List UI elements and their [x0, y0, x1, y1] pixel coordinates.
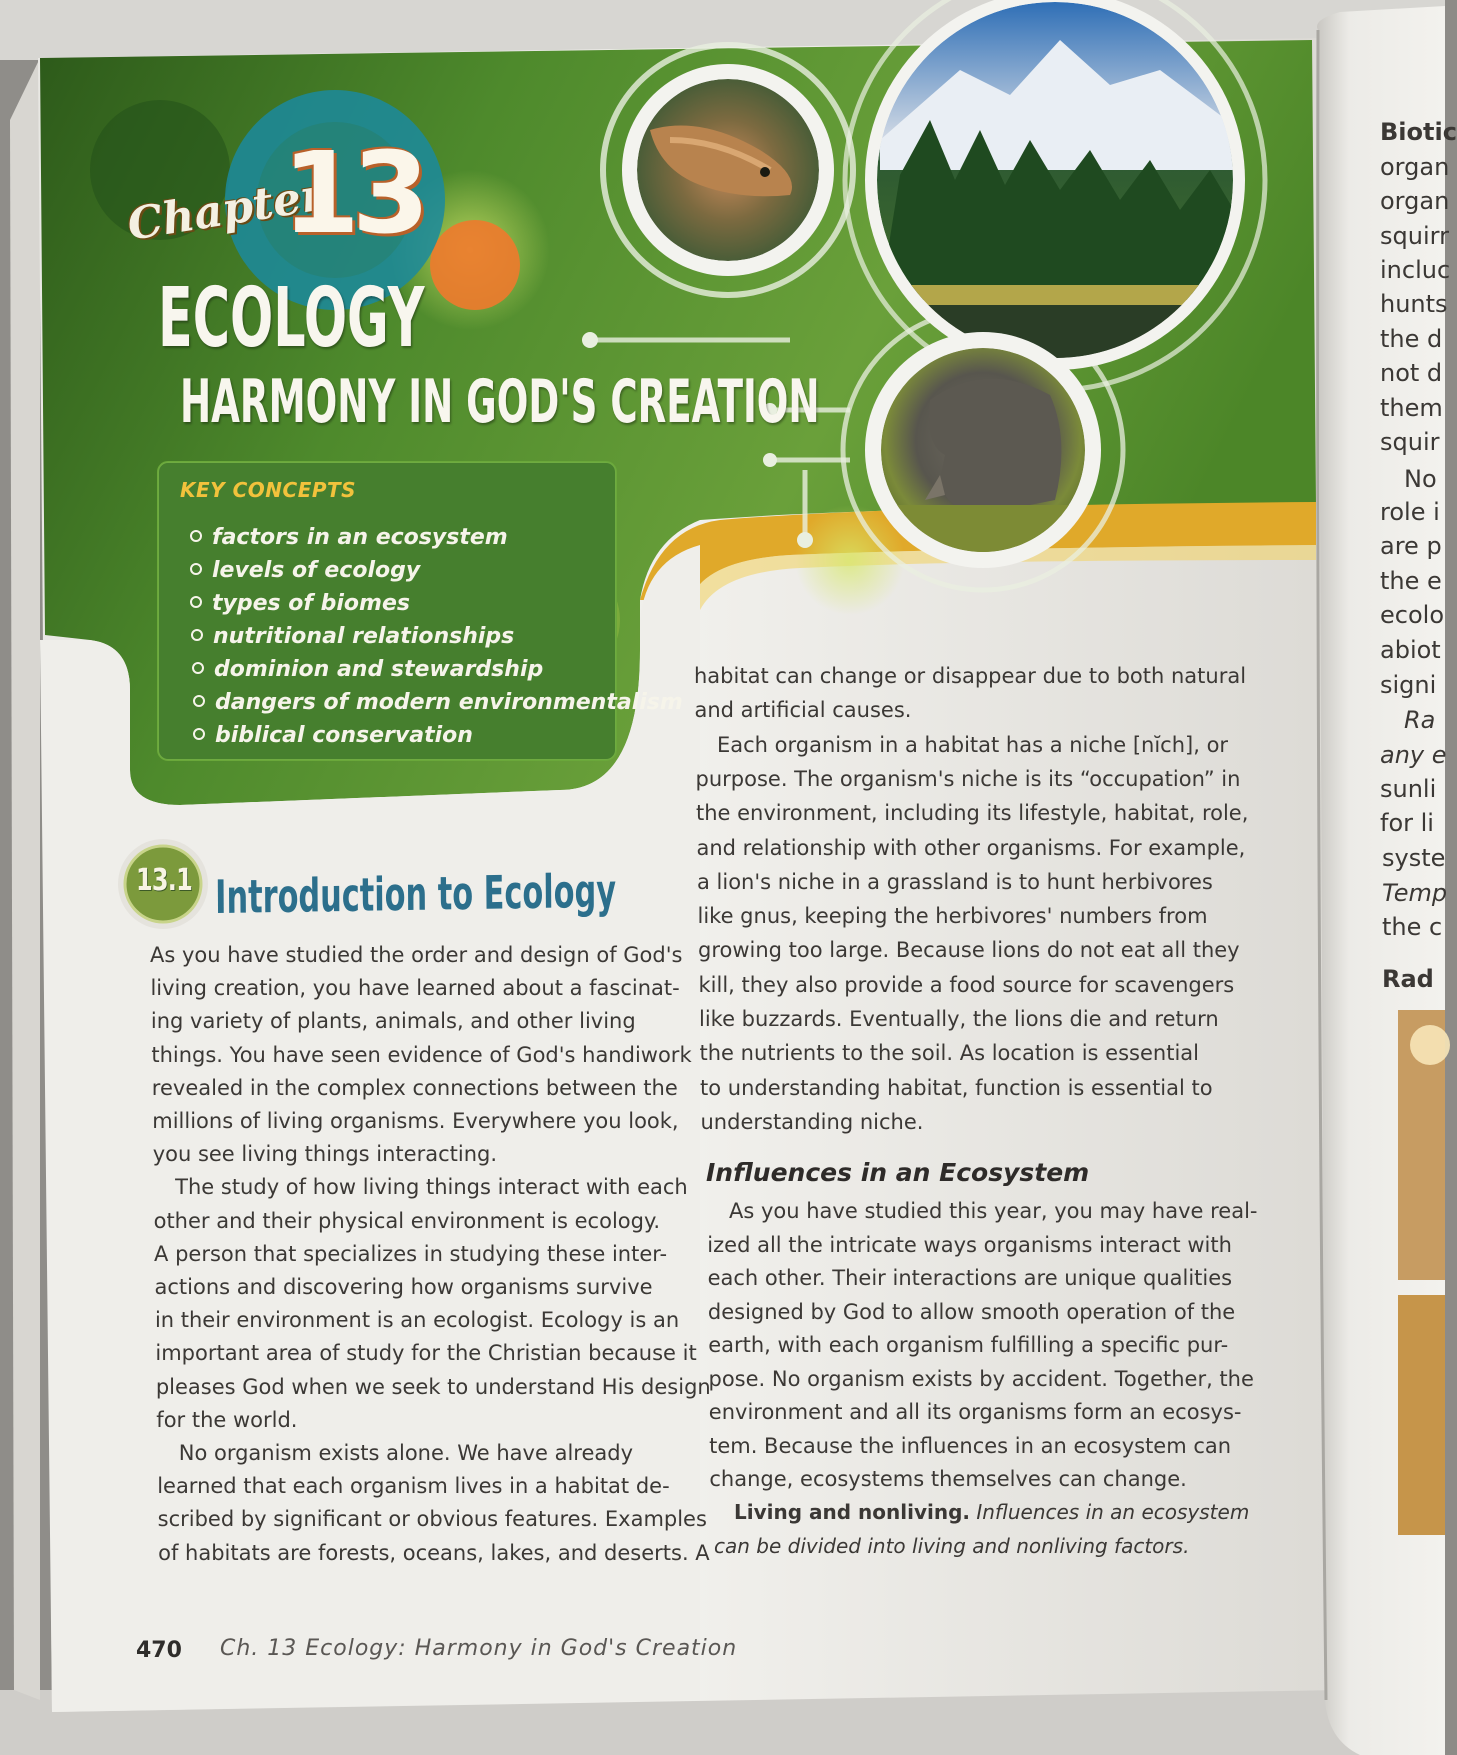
- bullet-circle-icon: [192, 662, 204, 674]
- text-line: a lion's niche in a grassland is to hunt herbivores: [697, 869, 1213, 894]
- living-nonliving-text-2: can be divided into living and nonliving factors.: [714, 1534, 1190, 1558]
- facing-page-fragment: Rad: [1382, 965, 1434, 993]
- bullet-circle-icon: [190, 530, 202, 542]
- facing-page-fragment: organ: [1380, 153, 1450, 181]
- text-line: important area of study for the Christian because it: [155, 1341, 697, 1366]
- text-line: and relationship with other organisms. For example,: [696, 835, 1246, 860]
- text-line: in their environment is an ecologist. Ecology is an: [154, 1308, 680, 1333]
- text-line: pleases God when we seek to understand His design: [155, 1374, 711, 1399]
- facing-page-fragment: the c: [1382, 913, 1443, 941]
- text-line: of habitats are forests, oceans, lakes, and deserts. A: [158, 1540, 710, 1565]
- section-number: 13.1: [135, 863, 193, 898]
- facing-page-fragment: Biotic: [1380, 118, 1457, 146]
- bullet-circle-icon: [193, 728, 205, 740]
- key-concept-item: [190, 558, 420, 583]
- text-line: ized all the intricate ways organisms interact with: [707, 1232, 1232, 1257]
- text-line: the nutrients to the soil. As location is essential: [699, 1041, 1199, 1066]
- key-concept-label: types of biomes: [212, 591, 410, 616]
- key-concept-label: biblical conservation: [215, 723, 473, 748]
- facing-page-fragment: not d: [1380, 359, 1443, 387]
- page-number: 470: [136, 1638, 182, 1663]
- text-line: and artificial causes.: [694, 698, 912, 723]
- text-line: tem. Because the influences in an ecosystem can: [709, 1433, 1232, 1458]
- bullet-circle-icon: [193, 695, 205, 707]
- running-title: Ch. 13 Ecology: Harmony in God's Creation: [220, 1636, 738, 1661]
- facing-page-fragment: sunli: [1380, 775, 1437, 803]
- living-nonliving-paragraph: [734, 1500, 1249, 1524]
- text-line: each other. Their interactions are unique qualities: [707, 1266, 1233, 1290]
- text-line: As you have studied the order and design of God's: [150, 943, 683, 967]
- text-line: growing too large. Because lions do not eat all they: [698, 938, 1240, 963]
- bullet-circle-icon: [191, 629, 203, 641]
- facing-page-fragment: them: [1380, 394, 1443, 422]
- key-concept-label: dominion and stewardship: [214, 657, 544, 682]
- text-line: other and their physical environment is ecology.: [153, 1208, 661, 1233]
- living-nonliving-lead: Living and nonliving.: [734, 1500, 970, 1524]
- text-line: As you have studied this year, you may have real-: [729, 1199, 1258, 1223]
- text-line: pose. No organism exists by accident. Together, the: [708, 1366, 1254, 1391]
- facing-page-fragment: squir: [1380, 428, 1440, 456]
- text-line: scribed by significant or obvious features. Examples: [157, 1507, 707, 1532]
- text-line: designed by God to allow smooth operation of the: [707, 1299, 1236, 1324]
- key-concept-label: nutritional relationships: [213, 624, 515, 649]
- text-line: to understanding habitat, function is essential to: [700, 1075, 1213, 1100]
- text-line: earth, with each organism fulfilling a specific pur-: [708, 1333, 1229, 1357]
- facing-page-fragment: incluc: [1380, 256, 1451, 284]
- text-line: understanding niche.: [700, 1109, 924, 1134]
- text-line: ing variety of plants, animals, and other living: [150, 1009, 636, 1034]
- facing-page-fragment: role i: [1380, 498, 1440, 526]
- bullet-circle-icon: [190, 563, 202, 575]
- facing-page-fragment: for li: [1380, 809, 1434, 837]
- key-concept-item: [190, 525, 508, 550]
- text-line: The study of how living things interact with each: [175, 1175, 688, 1200]
- text-line: like buzzards. Eventually, the lions die and return: [699, 1007, 1219, 1031]
- text-line: habitat can change or disappear due to both natural: [694, 664, 1247, 688]
- facing-page-fragment: organ: [1380, 187, 1450, 215]
- facing-page-fragment: any e: [1380, 741, 1447, 769]
- bullet-circle-icon: [190, 596, 202, 608]
- key-concept-label: dangers of modern environmentalism: [215, 690, 683, 715]
- subsection-heading: Influences in an Ecosystem: [706, 1158, 1090, 1187]
- key-concept-label: factors in an ecosystem: [212, 525, 508, 550]
- facing-page-fragment: abiot: [1380, 636, 1441, 664]
- text-line: revealed in the complex connections between the: [151, 1075, 678, 1100]
- facing-page-fragment: syste: [1382, 844, 1446, 872]
- text-line: purpose. The organism's niche is its “occupation” in: [695, 766, 1241, 791]
- key-concept-item: [192, 657, 543, 682]
- chapter-title: ECOLOGY: [158, 271, 425, 366]
- text-line: the environment, including its lifestyle, habitat, role,: [696, 801, 1249, 826]
- text-line: Each organism in a habitat has a niche [nĭch], or: [717, 732, 1229, 757]
- text-line: like gnus, keeping the herbivores' numbers from: [697, 904, 1208, 929]
- facing-page-fragment: No: [1404, 465, 1437, 493]
- text-line: actions and discovering how organisms survive: [154, 1275, 653, 1299]
- chapter-number: 13: [282, 129, 422, 259]
- key-concept-item: [193, 723, 473, 748]
- facing-page-fragment: are p: [1380, 532, 1442, 560]
- key-concepts-heading: KEY CONCEPTS: [180, 478, 357, 502]
- text-line: living creation, you have learned about a fascinat-: [150, 976, 680, 1001]
- facing-page-fragment: Temp: [1382, 879, 1448, 907]
- text-line: learned that each organism lives in a habitat de-: [157, 1474, 670, 1499]
- text-line: environment and all its organisms form an ecosys-: [708, 1400, 1242, 1424]
- facing-page-fragment: hunts: [1380, 290, 1448, 318]
- facing-page-fragment: signi: [1380, 671, 1437, 699]
- key-concept-item: [193, 690, 683, 715]
- text-line: for the world.: [156, 1407, 298, 1432]
- text-line: you see living things interacting.: [152, 1142, 498, 1167]
- section-title: Introduction to Ecology: [215, 863, 617, 924]
- living-nonliving-text-1: Influences in an ecosystem: [970, 1500, 1250, 1524]
- text-line: No organism exists alone. We have already: [178, 1441, 633, 1465]
- key-concept-label: levels of ecology: [212, 558, 421, 583]
- facing-page-fragment: Ra: [1404, 706, 1436, 734]
- chapter-subtitle: HARMONY IN GOD'S CREATION: [180, 367, 820, 437]
- text-line: A person that specializes in studying these inter-: [154, 1241, 668, 1266]
- chapter-label: Chapter: [124, 169, 328, 251]
- facing-page-fragment: ecolo: [1380, 601, 1444, 629]
- text-line: kill, they also provide a food source for scavengers: [698, 972, 1235, 997]
- text-line: millions of living organisms. Everywhere you look,: [152, 1109, 679, 1133]
- text-line: things. You have seen evidence of God's handiwork: [151, 1042, 692, 1067]
- facing-page-fragment: squirr: [1380, 222, 1449, 250]
- facing-page-fragment: the d: [1380, 325, 1443, 353]
- key-concept-item: [190, 591, 410, 616]
- key-concept-item: [191, 624, 514, 649]
- facing-page-fragment: the e: [1380, 567, 1442, 595]
- text-line: change, ecosystems themselves can change.: [709, 1467, 1187, 1491]
